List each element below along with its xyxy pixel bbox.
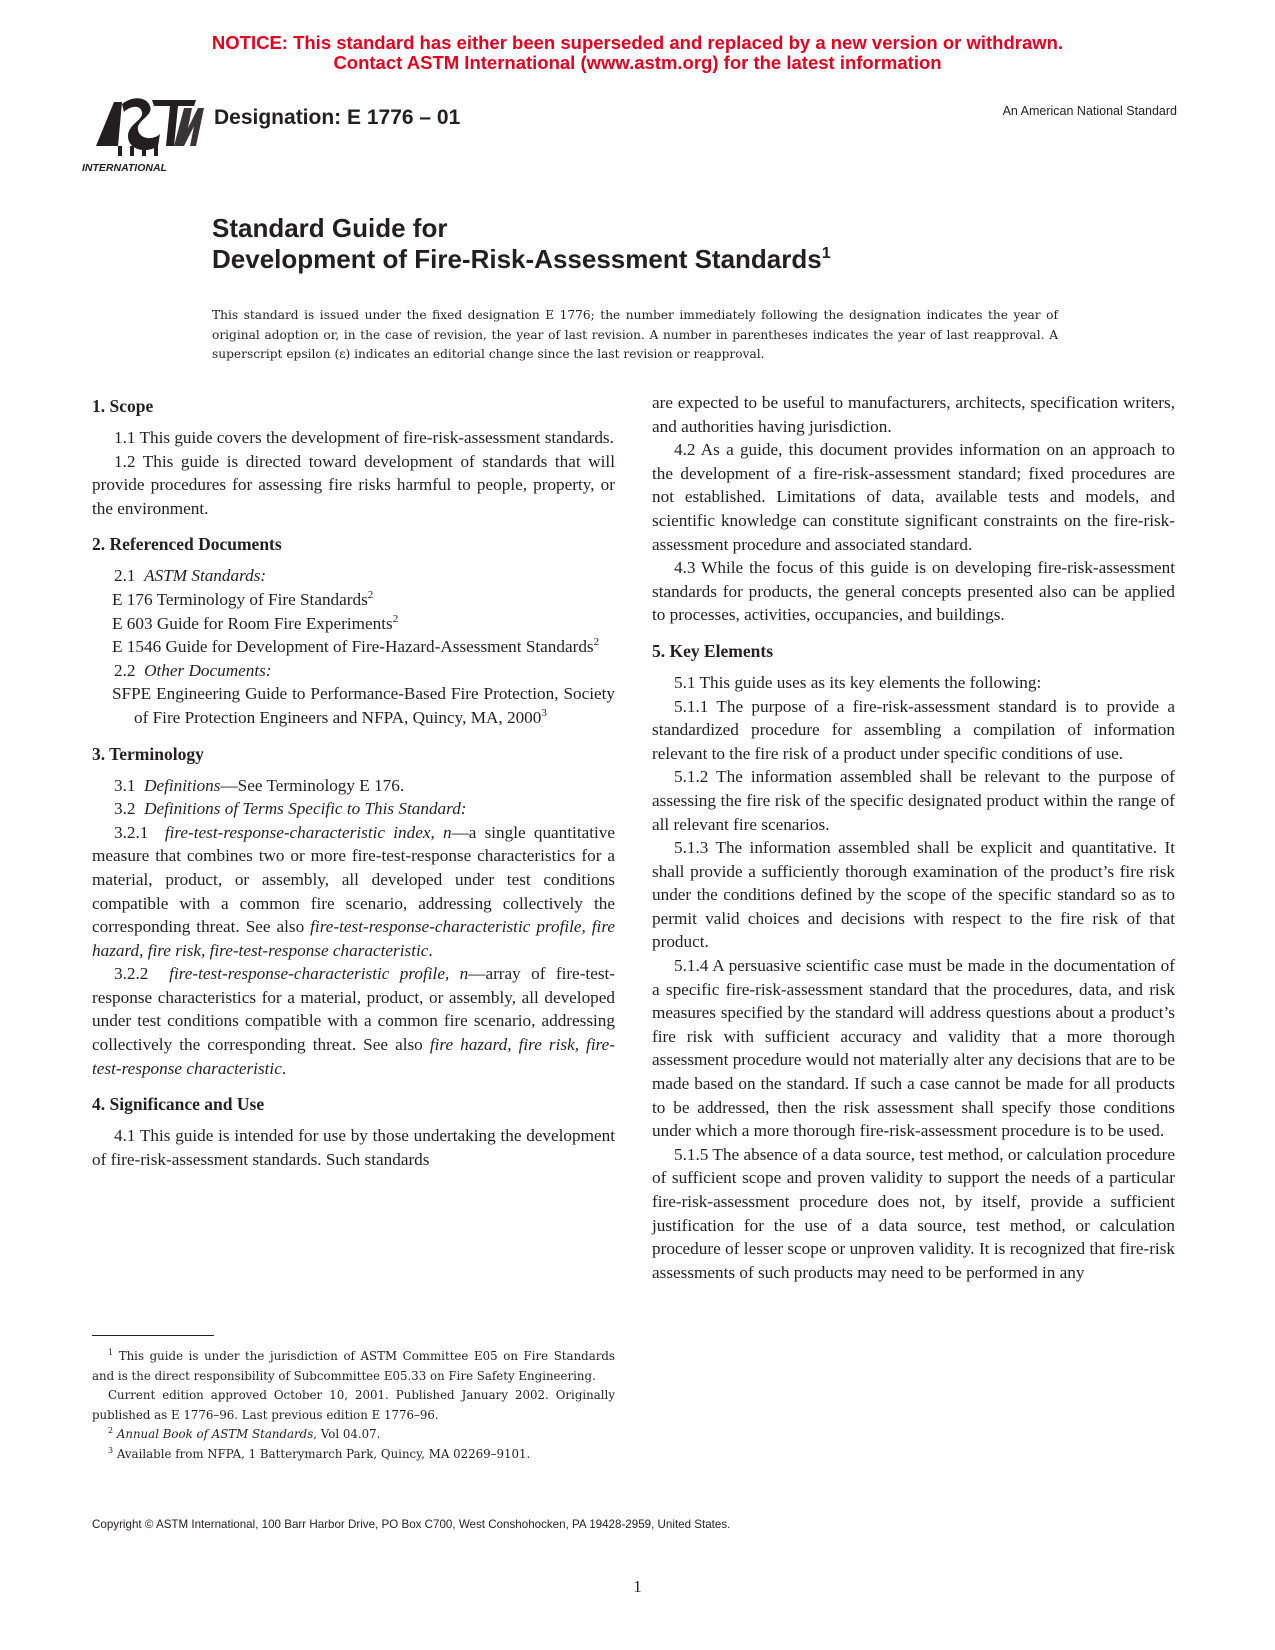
ref-mark: 2 [392,612,399,625]
para-3-2 [92,797,615,821]
page-number: 1 [633,1577,642,1596]
footnote-2 [92,1425,615,1445]
para-2-2-num: 2.2 [114,660,136,680]
para-3-1-term: Definitions [144,775,221,795]
right-column [652,391,1175,1284]
footnote-3-mark: 3 [108,1445,114,1455]
title-line-1: Standard Guide for [212,213,448,243]
ref-mark: 3 [541,706,547,719]
para-3-2-1-term: fire-test-response-characteristic index, n [164,822,452,842]
para-3-2-2: 3.2.2 fire-test-response-characteristic profile, n—array of fire-test-response characteristics for a material, product, or assembly, all developed under test conditions compatible with a common fire scenario, addressing collectively the corresponding threat. See also fire hazard, fire risk, fire-test-response characteristic. [92,964,616,1078]
para-4-3: 4.3 While the focus of this guide is on developing fire-risk-assessment standards for products, the general concepts presented also can be applied to processes, activities, occupancies, and buildings. [652,558,1175,625]
para-5-1-3: 5.1.3 The information assembled shall be explicit and quantitative. It shall provide a sufficiently thorough examination of the product’s fire risk under the conditions defined by the scope of the specific standard so as to permit valid choices and decisions with respect to the fire risk of that product. [652,838,1175,952]
reference-e1546 [112,635,615,659]
para-2-1-num: 2.1 [114,566,136,586]
para-3-2-label: Definitions of Terms Specific to This Standard: [144,799,467,819]
footnote-divider [92,1335,214,1336]
logo-international-text: INTERNATIONAL [82,162,167,174]
notice-line-2: Contact ASTM International (www.astm.org) for the latest information [333,52,942,73]
para-2-2 [92,659,615,683]
para-5-1-2: 5.1.2 The information assembled shall be relevant to the purpose of assessing the fire risk of the specific designated product within the range of all relevant fire scenarios. [652,767,1175,834]
para-2-1-label: ASTM Standards: [144,566,267,586]
document-title [212,213,831,275]
para-4-1: 4.1 This guide is intended for use by those undertaking the development of fire-risk-assessment standards. Such standards [92,1126,615,1169]
footnote-3-text: Available from NFPA, 1 Batterymarch Park, Quincy, MA 02269–9101. [116,1446,531,1461]
para-2-1 [92,564,615,588]
footnote-2-text: , Vol 04.07. [313,1427,381,1441]
para-4-1-continued: are expected to be useful to manufacturers, architects, specification writers, and authorities having jurisdiction. [652,393,1175,436]
para-3-2-2-see: fire hazard, fire risk, fire-test-response characteristic [92,1035,616,1078]
para-3-2-1: 3.2.1 fire-test-response-characteristic index, n—a single quantitative measure that combines two or more fire-test-response characteristics for a material, product, or assembly, all developed under test conditions compatible with a common fire scenario, addressing collectively the corresponding threat. See also fire-test-response-characteristic profile, fire hazard, fire risk, fire-test-response characteristic. [92,822,616,960]
reference-e176-text: E 176 Terminology of Fire Standards [112,589,368,609]
para-4-2: 4.2 As a guide, this document provides information on an approach to the development of a fire-risk-assessment standard; fixed procedures are not established. Limitations of data, available tests and models, and scientific knowledge can constitute significant constraints on the fire-risk-assessment procedure and associated standard. [652,440,1175,554]
para-1-2: 1.2 This guide is directed toward development of standards that will provide procedures for assessing fire risks harmful to people, property, or the environment. [92,451,615,518]
para-3-1 [92,774,615,798]
section-1-heading: 1. Scope [92,396,154,416]
para-3-2-1-see: fire-test-response-characteristic profile, fire hazard, fire risk, fire-test-response characteristic [92,917,616,960]
para-3-1-text: —See Terminology E 176. [220,775,405,795]
para-5-1: 5.1 This guide uses as its key elements the following: [674,672,1042,692]
para-3-2-num: 3.2 [114,799,136,819]
left-column [92,394,615,1171]
footnote-1-mark: 1 [108,1348,114,1357]
national-standard-label: An American National Standard [1002,104,1177,118]
reference-sfpe [112,682,615,729]
title-line-2: Development of Fire-Risk-Assessment Standards [212,244,822,274]
section-5-heading: 5. Key Elements [652,640,774,661]
footnote-1-continued: Current edition approved October 10, 2001. Published January 2002. Originally published as E 1776–96. Last previous edition E 1776–96. [92,1388,615,1422]
ref-mark: 2 [367,588,374,601]
footnote-1-text: This guide is under the jurisdiction of ASTM Committee E05 on Fire Standards and is the direct responsibility of Subcommittee E05.33 on Fire Safety Engineering. [92,1349,615,1383]
notice-line-1: NOTICE: This standard has either been superseded and replaced by a new version or withdrawn. [211,32,1064,53]
para-2-2-label: Other Documents: [144,660,272,680]
designation: Designation: E 1776 – 01 [214,106,461,129]
preamble: This standard is issued under the fixed designation E 1776; the number immediately following the designation indicates the year of original adoption or, in the case of revision, the year of last revision. A number in parentheses indicates the year of last reapproval. A superscript epsilon (ε) indicates an editorial change since the last revision or reapproval. [212,308,1058,361]
title-footnote-mark: 1 [821,245,831,262]
para-3-2-2-num: 3.2.2 [114,964,149,984]
reference-e603 [112,612,615,636]
para-3-2-1-text: —a single quantitative measure that combines two or more fire-test-response characteristics for a material, product, or assembly, all developed under test conditions compatible with a common fire scenario, addressing collectively the corresponding threat. See also [92,822,616,937]
para-3-2-1-num: 3.2.1 [114,822,149,842]
footnote-2-mark: 2 [108,1426,114,1435]
ref-mark: 2 [593,636,600,649]
reference-e603-text: E 603 Guide for Room Fire Experiments [112,613,393,633]
section-4-heading: 4. Significance and Use [92,1094,265,1115]
reference-sfpe-text: SFPE Engineering Guide to Performance-Based Fire Protection, Society of Fire Protection Engineers and NFPA, Quincy, MA, 2000 [112,684,615,727]
copyright: Copyright © ASTM International, 100 Barr Harbor Drive, PO Box C700, West Conshohocken, PA 19428-2959, United States. [92,1518,731,1531]
para-5-1-4: 5.1.4 A persuasive scientific case must be made in the documentation of a specific fire-risk-assessment standard that the procedures, data, and risk measures specified by the standard will address questions about a product’s fire risk with sufficient accuracy and validity that a more thorough assessment procedure would not materially alter any decisions that are to be made based on the standard. If such a case cannot be made for all products to be addressed, then the risk assessment shall specify those conditions under which a more thorough fire-risk-assessment procedure is to be used. [652,956,1175,1141]
para-3-2-2-term: fire-test-response-characteristic profile, n [169,964,469,984]
section-2-heading: 2. Referenced Documents [92,534,282,555]
astm-logo [82,84,204,180]
footnote-2-italic: Annual Book of ASTM Standards [116,1427,314,1441]
para-3-1-num: 3.1 [114,775,136,795]
section-3-heading: 3. Terminology [92,743,204,764]
footnote-3 [92,1445,615,1465]
footnote-1 [92,1347,615,1386]
para-5-1-5: 5.1.5 The absence of a data source, test method, or calculation procedure of sufficient scope and proven validity to support the needs of a particular fire-risk-assessment procedure does not, by itself, provide a sufficient justification for the use of a data source, test method, or calculation procedure of lesser scope or unproven validity. It is recognized that fire-risk assessments of such products may need to be performed in any [652,1144,1175,1282]
reference-e1546-text: E 1546 Guide for Development of Fire-Hazard-Assessment Standards [112,637,594,657]
para-3-2-2-text: —array of fire-test-response characteristics for a material, product, or assembly, all developed under test conditions compatible with a common fire scenario, addressing collectively the corresponding threat. See also [92,964,616,1055]
para-1-1: 1.1 This guide covers the development of fire-risk-assessment standards. [114,428,614,447]
footnotes [92,1347,615,1464]
reference-e176 [112,588,615,612]
para-5-1-1: 5.1.1 The purpose of a fire-risk-assessment standard is to provide a standardized procedure for assembling a compilation of information relevant to the fire risk of a product under specific conditions of use. [652,696,1175,763]
